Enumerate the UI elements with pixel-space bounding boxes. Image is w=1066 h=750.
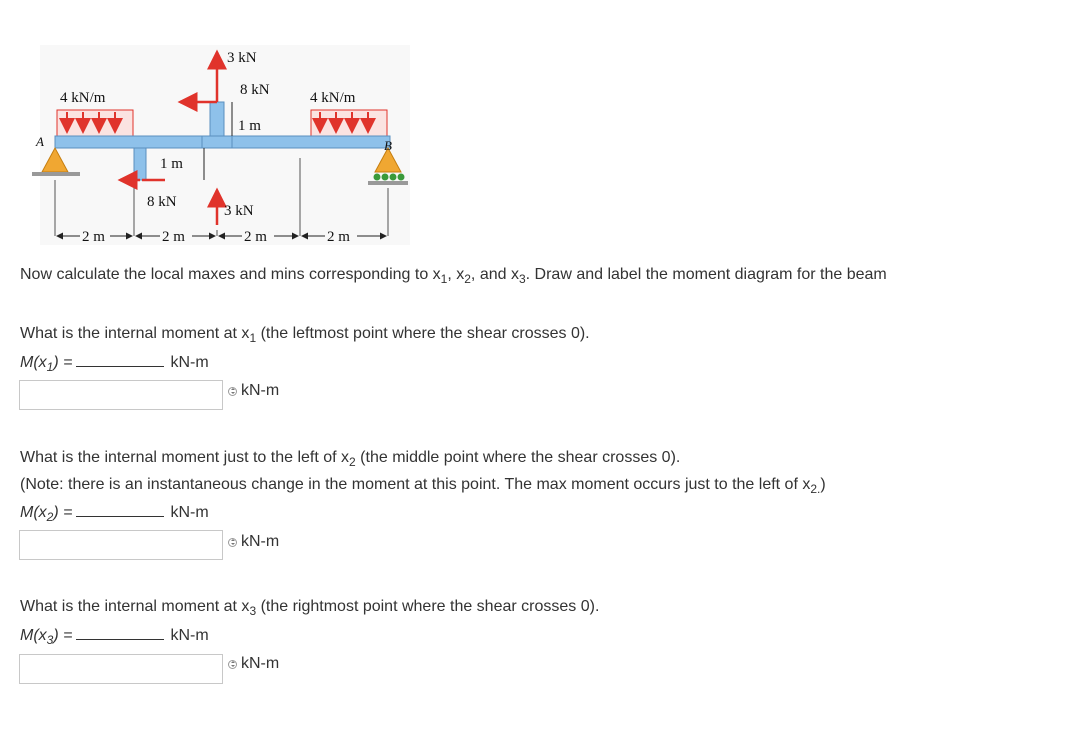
answer-input-3[interactable]: [19, 654, 223, 684]
unit-select-3[interactable]: [228, 655, 279, 673]
q2-post: (the middle point where the shear crosses 0).: [355, 449, 681, 466]
right-load-label: 4 kN/m: [310, 90, 356, 106]
left-load-label: 4 kN/m: [60, 90, 106, 106]
spinner-icon[interactable]: [228, 660, 237, 669]
q1-sub: 1: [249, 331, 257, 345]
q2-sub: 2: [349, 455, 356, 469]
lower-arm-label: 1 m: [160, 156, 183, 172]
question-2-note: [20, 476, 826, 494]
q3-label-end: ) =: [53, 627, 73, 644]
lower-force-label: 8 kN: [147, 194, 177, 210]
intro-sub1: 1: [440, 272, 448, 286]
q2-note-pre: (Note: there is an instantaneous change in the moment at this point. The max moment occurs just to the left of x: [20, 476, 811, 493]
q1-label-sub: 1: [46, 360, 54, 374]
unit-label-3: kN-m: [241, 655, 280, 672]
intro-sep1: , x: [447, 266, 465, 283]
upper-arm-label: 1 m: [238, 118, 261, 134]
q3-sub: 3: [249, 604, 257, 618]
intro-sub3: 3: [518, 272, 526, 286]
q1-pre: What is the internal moment at x: [20, 325, 250, 342]
q2-label: M(x: [20, 504, 47, 521]
q3-label-sub: 3: [46, 633, 54, 647]
dim-label-4: 2 m: [327, 229, 350, 245]
q3-label: M(x: [20, 627, 47, 644]
beam-figure: [20, 40, 420, 255]
q2-note-post: ): [820, 476, 826, 493]
upper-post: [210, 102, 224, 136]
q1-label: M(x: [20, 354, 47, 371]
q3-blank-unit: kN-m: [170, 627, 209, 644]
q2-blank-unit: kN-m: [170, 504, 209, 521]
intro-lead: Now calculate the local maxes and mins corresponding to x: [20, 266, 441, 283]
question-2-text: [20, 449, 680, 467]
question-1-label: [20, 354, 209, 372]
dim-label-1: 2 m: [82, 229, 105, 245]
q3-post: (the rightmost point where the shear crosses 0).: [256, 598, 600, 615]
left-distributed-load: [57, 110, 133, 136]
top-force-label: 3 kN: [227, 50, 257, 66]
question-1-text: [20, 325, 590, 343]
q1-blank-unit: kN-m: [170, 354, 209, 371]
spinner-icon[interactable]: [228, 538, 237, 547]
q3-blank: [76, 627, 164, 640]
q1-label-end: ) =: [53, 354, 73, 371]
upper-force-label: 8 kN: [240, 82, 270, 98]
q3-pre: What is the internal moment at x: [20, 598, 250, 615]
q2-label-sub: 2: [46, 510, 54, 524]
intro-sep2: , and x: [470, 266, 519, 283]
unit-label-1: kN-m: [241, 382, 280, 399]
bottom-force-label: 3 kN: [224, 203, 254, 219]
unit-select-1[interactable]: [228, 382, 279, 400]
center-joint: [202, 136, 232, 148]
support-a-label: A: [36, 134, 44, 149]
intro-tail: . Draw and label the moment diagram for the beam: [525, 266, 887, 283]
q1-blank: [76, 354, 164, 367]
dim-label-2: 2 m: [162, 229, 185, 245]
beam-diagram: [20, 40, 420, 255]
intro-sub2: 2: [464, 272, 471, 286]
q2-label-end: ) =: [53, 504, 73, 521]
lower-post: [134, 148, 146, 180]
intro-text: [20, 266, 887, 284]
q2-pre: What is the internal moment just to the left of x: [20, 449, 350, 466]
question-2-label: [20, 504, 209, 522]
q1-post: (the leftmost point where the shear crosses 0).: [256, 325, 590, 342]
answer-input-1[interactable]: [19, 380, 223, 410]
answer-input-2[interactable]: [19, 530, 223, 560]
q2-note-sub: 2.: [810, 482, 821, 496]
spinner-icon[interactable]: [228, 387, 237, 396]
question-3-label: [20, 627, 209, 645]
question-3-text: [20, 598, 599, 616]
support-b-label: B: [384, 138, 392, 153]
unit-select-2[interactable]: [228, 533, 279, 551]
q2-blank: [76, 504, 164, 517]
right-distributed-load: [311, 110, 387, 136]
unit-label-2: kN-m: [241, 533, 280, 550]
dim-label-3: 2 m: [244, 229, 267, 245]
